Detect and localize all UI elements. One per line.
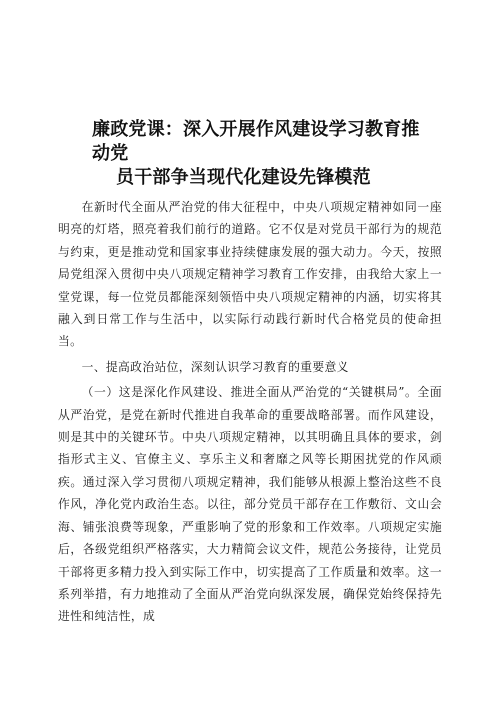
section-1-paragraph: （一）这是深化作风建设、推进全面从严治党的“关键棋局”。全面从严治党，是党在新时代推进自我革命的重要战略部署。而作风建设，则是其中的关键环节。中央八项规定精神，以其明确且具体的要求，剑指形式主义、官僚主义、享乐主义和奢靡之风等长期困扰党的作风顽疾。通过深入学习贯彻八项规定精神，我们能够从根源上整治这些不良作风，净化党内政治生态。以往，部分党员干部存在工作敷衍、文山会海、铺张浪费等现象，严重影响了党的形象和工作效率。八项规定实施后，各级党组织严格落实，大力精简会议文件，规范公务接待，让党员干部将更多精力投入到实际工作中，切实提高了工作质量和效率。这一系列举措，有力地推动了全面从严治党向纵深发展，确保党始终保持先进性和纯洁性，成 (58, 385, 442, 624)
title-line-1: 廉政党课：深入开展作风建设学习教育推动党 (92, 119, 420, 164)
section-1-heading: 一、提高政治站位，深刻认识学习教育的重要意义 (81, 359, 349, 374)
title-line-2: 员干部争当现代化建设先锋模范 (116, 167, 371, 188)
document-title (58, 118, 442, 190)
intro-paragraph: 在新时代全面从严治党的伟大征程中，中央八项规定精神如同一座明亮的灯塔，照亮着我们前行的道路。它不仅是对党员干部行为的规范与约束，更是推动党和国家事业持续健康发展的强大动力。今天，按照局党组深入贯彻中央八项规定精神学习教育工作安排，由我给大家上一堂党课，每一位党员都能深刻领悟中央八项规定精神的内涵，切实将其融入到日常工作与生活中，以实际行动践行新时代合格党员的使命担当。 (58, 200, 442, 349)
